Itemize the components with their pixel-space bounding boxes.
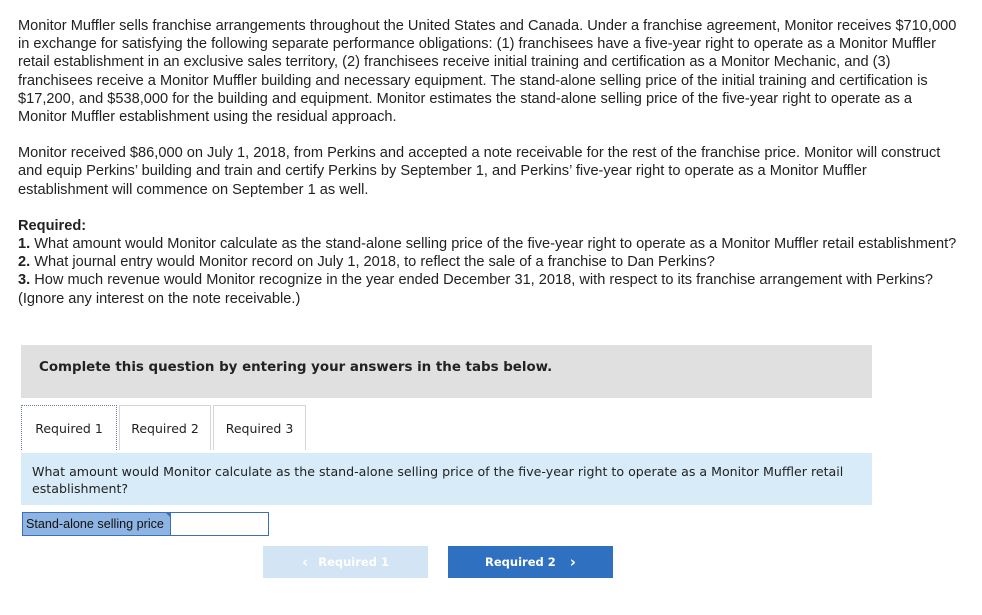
required-title: Required: — [18, 217, 87, 234]
question-text: What amount would Monitor calculate as the stand-alone selling price of the five-year right to operate as a Monitor Muffler retail establishment? — [32, 464, 844, 496]
requirement-number: 2. — [18, 254, 31, 271]
problem-statement — [18, 17, 958, 308]
tab-required-1[interactable]: Required 1 — [21, 405, 117, 450]
question-box — [21, 453, 872, 505]
next-button[interactable] — [448, 546, 613, 578]
requirements — [18, 217, 958, 308]
problem-paragraph-1: Monitor Muffler sells franchise arrangements throughout the United States and Canada. Under a franchise agreement, Monitor receives $710,000 in exchange for satisfying the following separate performance obligations: (1) franchisees have a five-year right to operate as a Monitor Muffler retail establishment in an exclusive sales territory, (2) franchisees receive initial training and certification as a Monitor Mechanic, and (3) franchisees receive a Monitor Muffler building and necessary equipment. The stand-alone selling price of the initial training and certification is $17,200, and $538,000 for the building and equipment. Monitor estimates the stand-alone selling price of the five-year right to operate as a Monitor Muffler establishment using the residual approach. — [18, 18, 957, 126]
next-button-label: Required 2 — [485, 555, 556, 569]
requirement-number: 3. — [18, 272, 31, 289]
requirement-text: What amount would Monitor calculate as the stand-alone selling price of the five-year right to operate as a Monitor Muffler retail establishment? — [30, 236, 957, 253]
chevron-right-icon: › — [569, 553, 576, 571]
requirement-text: What journal entry would Monitor record on July 1, 2018, to reflect the sale of a franchise to Dan Perkins? — [30, 254, 715, 271]
tab-required-3[interactable]: Required 3 — [213, 405, 306, 450]
requirement-number: 1. — [18, 236, 31, 253]
requirement-text: How much revenue would Monitor recognize in the year ended December 31, 2018, with respect to its franchise arrangement with Perkins? (Ignore any interest on the note receivable.) — [18, 272, 934, 307]
requirement-3 — [18, 271, 958, 307]
answer-row — [22, 512, 269, 536]
instructions-text: Complete this question by entering your answers in the tabs below. — [39, 360, 553, 375]
prev-button[interactable] — [263, 546, 428, 578]
requirement-2 — [18, 253, 958, 271]
standalone-price-input[interactable] — [171, 512, 269, 536]
requirement-1 — [18, 235, 958, 253]
answer-label: Stand-alone selling price — [22, 512, 171, 536]
tab-required-2[interactable]: Required 2 — [119, 405, 211, 450]
problem-paragraph-2: Monitor received $86,000 on July 1, 2018, from Perkins and accepted a note receivable for the rest of the franchise price. Monitor will construct and equip Perkins’ building and train and certify Perkins by September 1, and Perkins’ five-year right to operate as a Monitor Muffler establishment will commence on September 1 as well. — [18, 145, 941, 198]
tab-bar — [21, 405, 308, 452]
instructions-banner — [21, 345, 872, 398]
chevron-left-icon: ‹ — [302, 553, 309, 571]
prev-button-label: Required 1 — [318, 555, 389, 569]
